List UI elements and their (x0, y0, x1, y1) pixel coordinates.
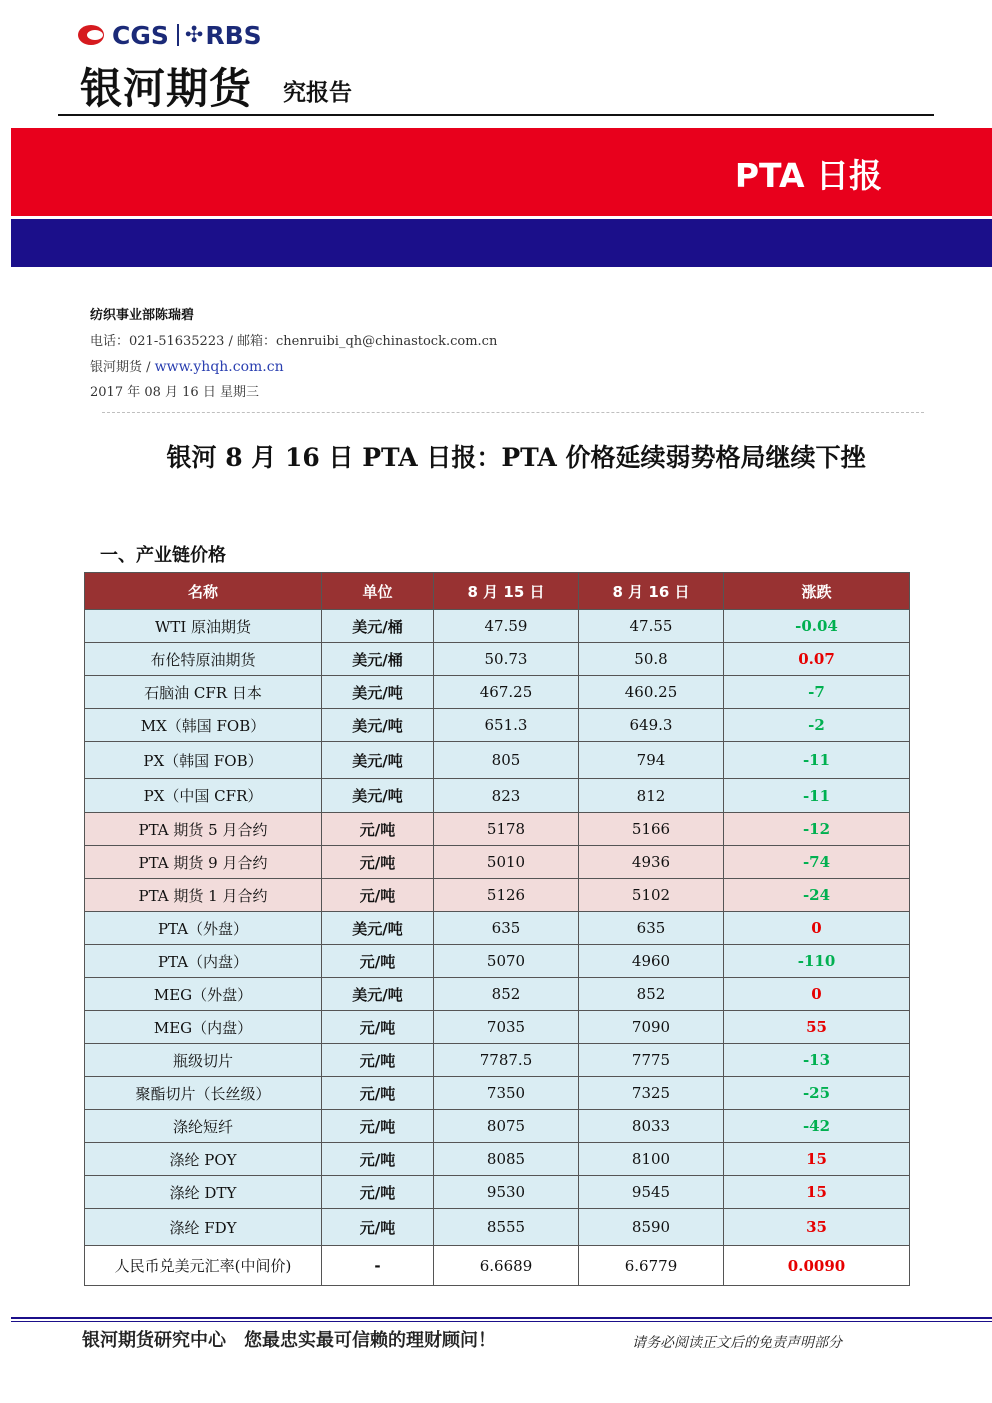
cell-aug15: 8075 (434, 1110, 579, 1143)
cell-aug15: 7035 (434, 1011, 579, 1044)
cell-change: -12 (724, 813, 910, 846)
cell-change: 15 (724, 1176, 910, 1209)
cell-change: -0.04 (724, 610, 910, 643)
cell-change: -110 (724, 945, 910, 978)
brand-name: 银河期货 (80, 64, 253, 113)
cell-aug16: 8033 (579, 1110, 724, 1143)
table-row (85, 1209, 910, 1246)
table-row (85, 676, 910, 709)
cell-name: 涤纶 POY (85, 1143, 322, 1176)
cell-aug16: 47.55 (579, 610, 724, 643)
cell-unit: 元/吨 (322, 813, 434, 846)
rbs-logo-text: RBS (205, 20, 262, 50)
table-row (85, 912, 910, 945)
cell-name: PTA（外盘） (85, 912, 322, 945)
cgs-logo-text: CGS (112, 20, 169, 50)
header-change: 涨跌 (724, 573, 910, 610)
cell-aug16: 649.3 (579, 709, 724, 742)
cell-unit: 元/吨 (322, 1011, 434, 1044)
table-row (85, 978, 910, 1011)
website-link[interactable]: www.yhqh.com.cn (154, 359, 284, 375)
cell-name: 人民币兑美元汇率(中间价) (85, 1246, 322, 1286)
cell-aug15: 823 (434, 779, 579, 813)
company-name: 银河期货 / (90, 360, 155, 375)
author-department: 纺织事业部陈瑞碧 (90, 308, 195, 323)
cell-aug16: 8100 (579, 1143, 724, 1176)
table-row (85, 1143, 910, 1176)
cell-change: -42 (724, 1110, 910, 1143)
cell-change: -74 (724, 846, 910, 879)
cell-name: 布伦特原油期货 (85, 643, 322, 676)
cell-name: 瓶级切片 (85, 1044, 322, 1077)
cell-unit: 元/吨 (322, 945, 434, 978)
cell-aug16: 7775 (579, 1044, 724, 1077)
cell-aug16: 812 (579, 779, 724, 813)
cell-aug16: 4960 (579, 945, 724, 978)
cell-aug15: 651.3 (434, 709, 579, 742)
cell-name: PTA（内盘） (85, 945, 322, 978)
cell-change: 0 (724, 912, 910, 945)
cell-unit: 美元/吨 (322, 742, 434, 779)
cell-aug15: 50.73 (434, 643, 579, 676)
banner-stripe (11, 219, 992, 267)
table-row (85, 643, 910, 676)
report-type-title: PTA 日报 (734, 156, 882, 195)
company-logo (78, 18, 262, 52)
cell-change: 0.0090 (724, 1246, 910, 1286)
cell-unit: 元/吨 (322, 1176, 434, 1209)
cell-aug16: 460.25 (579, 676, 724, 709)
cell-unit: 美元/吨 (322, 709, 434, 742)
cell-change: -25 (724, 1077, 910, 1110)
cell-aug15: 5126 (434, 879, 579, 912)
cell-aug15: 805 (434, 742, 579, 779)
header-divider (58, 114, 934, 116)
footer-slogan: 银河期货研究中心 您最忠实最可信赖的理财顾问！ (82, 1330, 496, 1351)
cell-change: 0 (724, 978, 910, 1011)
cell-name: 聚酯切片（长丝级） (85, 1077, 322, 1110)
dashed-divider (102, 412, 924, 413)
cell-name: PTA 期货 1 月合约 (85, 879, 322, 912)
cell-name: 涤纶短纤 (85, 1110, 322, 1143)
table-row (85, 742, 910, 779)
cell-unit: 元/吨 (322, 1077, 434, 1110)
cell-aug15: 6.6689 (434, 1246, 579, 1286)
cell-aug16: 4936 (579, 846, 724, 879)
cell-change: 15 (724, 1143, 910, 1176)
table-row (85, 879, 910, 912)
table-row (85, 1110, 910, 1143)
cell-unit: 元/吨 (322, 1110, 434, 1143)
cell-aug16: 635 (579, 912, 724, 945)
table-row (85, 1176, 910, 1209)
cell-unit: 美元/吨 (322, 912, 434, 945)
table-row (85, 813, 910, 846)
cell-aug15: 9530 (434, 1176, 579, 1209)
cell-name: 涤纶 FDY (85, 1209, 322, 1246)
cell-name: WTI 原油期货 (85, 610, 322, 643)
cell-name: PTA 期货 5 月合约 (85, 813, 322, 846)
cell-aug16: 9545 (579, 1176, 724, 1209)
cell-unit: 美元/吨 (322, 676, 434, 709)
report-banner (11, 128, 992, 216)
cell-aug15: 5010 (434, 846, 579, 879)
cell-aug15: 8085 (434, 1143, 579, 1176)
report-date: 2017 年 08 月 16 日 星期三 (90, 385, 259, 400)
header-aug16: 8 月 16 日 (579, 573, 724, 610)
cell-unit: 元/吨 (322, 1044, 434, 1077)
table-row (85, 1011, 910, 1044)
cell-aug15: 47.59 (434, 610, 579, 643)
section-title: 一、产业链价格 (100, 545, 226, 566)
cell-aug15: 8555 (434, 1209, 579, 1246)
price-table (84, 572, 910, 1286)
cell-aug16: 5102 (579, 879, 724, 912)
cell-unit: 元/吨 (322, 1143, 434, 1176)
table-row (85, 779, 910, 813)
cell-change: 35 (724, 1209, 910, 1246)
cell-name: PX（韩国 FOB） (85, 742, 322, 779)
cell-aug16: 8590 (579, 1209, 724, 1246)
cell-aug16: 5166 (579, 813, 724, 846)
cell-unit: 美元/吨 (322, 978, 434, 1011)
brand-subtitle: 究报告 (283, 80, 352, 106)
cell-aug15: 5070 (434, 945, 579, 978)
cell-name: MX（韩国 FOB） (85, 709, 322, 742)
cell-aug15: 7787.5 (434, 1044, 579, 1077)
cell-name: PTA 期货 9 月合约 (85, 846, 322, 879)
logo-divider (177, 24, 179, 46)
cell-unit: 美元/桶 (322, 610, 434, 643)
cell-unit: 元/吨 (322, 1209, 434, 1246)
table-row (85, 1246, 910, 1286)
table-row (85, 945, 910, 978)
cell-aug15: 467.25 (434, 676, 579, 709)
cell-change: -13 (724, 1044, 910, 1077)
header-name: 名称 (85, 573, 322, 610)
cgs-logo-icon (78, 23, 108, 47)
company-website-line (90, 356, 284, 375)
cell-name: MEG（外盘） (85, 978, 322, 1011)
footer-disclaimer-note: 请务必阅读正文后的免责声明部分 (632, 1335, 842, 1351)
report-headline: 银河 8 月 16 日 PTA 日报：PTA 价格延续弱势格局继续下挫 (166, 443, 866, 472)
cell-unit: 美元/吨 (322, 779, 434, 813)
cell-change: -24 (724, 879, 910, 912)
header-unit: 单位 (322, 573, 434, 610)
cell-change: -11 (724, 742, 910, 779)
cell-change: -2 (724, 709, 910, 742)
cell-change: -7 (724, 676, 910, 709)
cell-name: PX（中国 CFR） (85, 779, 322, 813)
cell-unit: 美元/桶 (322, 643, 434, 676)
cell-aug16: 794 (579, 742, 724, 779)
header-aug15: 8 月 15 日 (434, 573, 579, 610)
cell-aug15: 852 (434, 978, 579, 1011)
table-row (85, 610, 910, 643)
table-row (85, 1044, 910, 1077)
table-row (85, 709, 910, 742)
footer-divider-thin (11, 1321, 992, 1322)
cell-aug16: 852 (579, 978, 724, 1011)
cell-aug16: 6.6779 (579, 1246, 724, 1286)
table-header-row (85, 573, 910, 610)
cell-change: 55 (724, 1011, 910, 1044)
cell-aug15: 635 (434, 912, 579, 945)
footer-divider (11, 1317, 992, 1319)
table-row (85, 846, 910, 879)
cell-name: 石脑油 CFR 日本 (85, 676, 322, 709)
cell-change: -11 (724, 779, 910, 813)
table-row (85, 1077, 910, 1110)
cell-name: MEG（内盘） (85, 1011, 322, 1044)
cell-aug15: 5178 (434, 813, 579, 846)
cell-change: 0.07 (724, 643, 910, 676)
cell-aug15: 7350 (434, 1077, 579, 1110)
author-contact: 电话：021-51635223 / 邮箱：chenruibi_qh@chinastock.com.cn (90, 334, 498, 349)
cell-unit: - (322, 1246, 434, 1286)
rbs-logo-icon: ✣ (184, 22, 204, 48)
cell-aug16: 50.8 (579, 643, 724, 676)
cell-aug16: 7325 (579, 1077, 724, 1110)
cell-aug16: 7090 (579, 1011, 724, 1044)
cell-unit: 元/吨 (322, 846, 434, 879)
cell-name: 涤纶 DTY (85, 1176, 322, 1209)
cell-unit: 元/吨 (322, 879, 434, 912)
